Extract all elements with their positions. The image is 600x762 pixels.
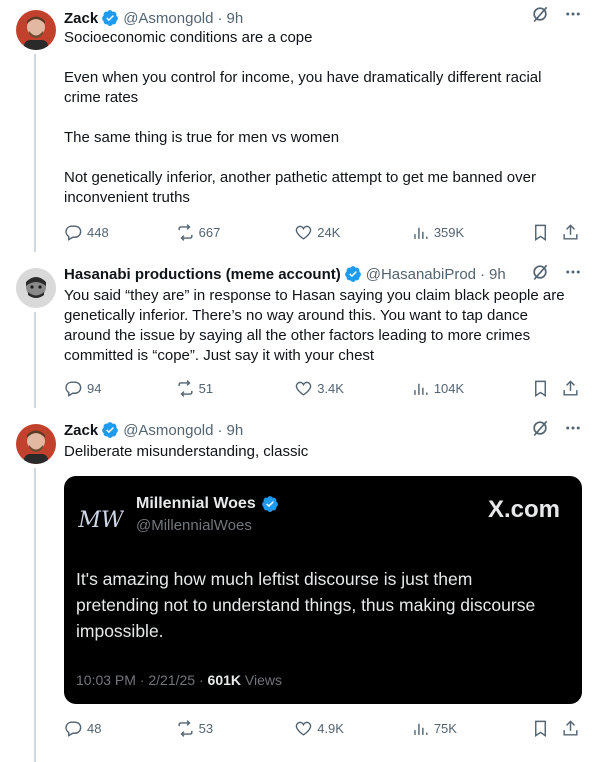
display-name[interactable]: Hasanabi productions (meme account): [64, 265, 341, 283]
bookmark-icon: [531, 719, 550, 738]
repost-button[interactable]: [176, 719, 295, 738]
tweet-top-icons: [530, 420, 582, 440]
views-count: 359K: [433, 224, 465, 240]
tweet-top-icons: [530, 6, 582, 26]
embed-views-label: Views: [241, 672, 282, 688]
verified-badge-icon: [101, 421, 119, 439]
grok-icon[interactable]: [530, 418, 550, 443]
repost-count: 51: [198, 380, 214, 396]
like-icon: [294, 719, 313, 738]
reply-count: 94: [87, 380, 102, 396]
verified-badge-icon: [101, 9, 119, 27]
embed-name-text: Millennial Woes: [136, 495, 256, 512]
bookmark-icon: [531, 223, 550, 242]
repost-icon: [176, 223, 195, 242]
timestamp[interactable]: 9h: [226, 9, 244, 27]
views-icon: [411, 719, 430, 738]
repost-button[interactable]: [176, 223, 295, 242]
embed-footer: [76, 672, 282, 688]
verified-badge-icon: [261, 495, 279, 513]
tweet-text: [64, 28, 574, 208]
tweet-actions: [64, 718, 584, 738]
reply-button[interactable]: [64, 379, 176, 398]
avatar[interactable]: [16, 268, 56, 308]
bookmark-button[interactable]: [531, 719, 561, 738]
bookmark-button[interactable]: [531, 223, 561, 242]
display-name[interactable]: Zack: [64, 421, 99, 439]
timestamp[interactable]: 9h: [489, 265, 506, 283]
timestamp[interactable]: 9h: [226, 421, 244, 439]
handle[interactable]: @Asmongold: [123, 421, 214, 439]
like-button[interactable]: [294, 719, 411, 738]
share-button[interactable]: [561, 379, 584, 398]
more-icon[interactable]: [564, 263, 582, 286]
grok-icon[interactable]: [530, 4, 550, 29]
separator-dot: ·: [217, 421, 223, 439]
tweet-header: [64, 8, 243, 28]
like-icon: [294, 223, 313, 242]
views-button[interactable]: [411, 223, 532, 242]
views-icon: [411, 223, 430, 242]
more-icon[interactable]: [564, 419, 582, 442]
reply-count: 48: [87, 720, 102, 736]
repost-icon: [176, 379, 195, 398]
reply-icon: [64, 223, 83, 242]
x-logo: X.com: [487, 496, 560, 523]
embedded-tweet-image[interactable]: [64, 476, 582, 704]
views-count: 104K: [433, 380, 465, 396]
tweet-header: [64, 420, 243, 440]
embed-date: 10:03 PM · 2/21/25 ·: [76, 672, 208, 688]
repost-count: 53: [198, 720, 214, 736]
tweet-text: [64, 442, 574, 462]
reply-count: 448: [87, 224, 109, 240]
tweet-paragraph: The same thing is true for men vs women: [64, 129, 340, 146]
share-icon: [561, 379, 580, 398]
embed-views-count: 601K: [207, 672, 241, 688]
repost-button[interactable]: [176, 379, 295, 398]
embed-handle: @MillennialWoes: [136, 517, 252, 534]
tweet-top-icons: [530, 264, 582, 284]
handle[interactable]: @Asmongold: [123, 9, 214, 27]
tweet-paragraph: Not genetically inferior, another pathetic attempt to get me banned over inconvenient truths: [64, 169, 536, 206]
embed-avatar-letters: MW: [78, 508, 124, 533]
views-button[interactable]: [411, 719, 532, 738]
separator-dot: ·: [480, 265, 486, 283]
reply-button[interactable]: [64, 719, 176, 738]
reply-button[interactable]: [64, 223, 176, 242]
like-count: 4.9K: [317, 720, 344, 736]
bookmark-button[interactable]: [531, 379, 561, 398]
tweet-2[interactable]: [0, 264, 600, 404]
reply-icon: [64, 379, 83, 398]
grok-icon[interactable]: [530, 262, 550, 287]
share-button[interactable]: [561, 223, 584, 242]
views-icon: [411, 379, 430, 398]
verified-badge-icon: [344, 265, 362, 283]
like-count: 24K: [317, 224, 341, 240]
like-icon: [294, 379, 313, 398]
tweet-paragraph: Socioeconomic conditions are a cope: [64, 29, 313, 46]
repost-icon: [176, 719, 195, 738]
display-name[interactable]: Zack: [64, 9, 99, 27]
repost-count: 667: [198, 224, 221, 240]
reply-icon: [64, 719, 83, 738]
like-count: 3.4K: [317, 380, 344, 396]
avatar[interactable]: [16, 10, 56, 50]
like-button[interactable]: [294, 223, 411, 242]
share-icon: [561, 223, 580, 242]
more-icon[interactable]: [564, 5, 582, 28]
tweet-paragraph: Even when you control for income, you have dramatically different racial crime rates: [64, 69, 542, 106]
embed-text: It's amazing how much leftist discourse is just them pretending not to understand things, thus making discourse impossible.: [76, 569, 536, 641]
tweet-text: [64, 286, 574, 366]
tweet-paragraph: You said “they are” in response to Hasan saying you claim black people are genetically inferior. There’s no way around this. You want to tap dance around the issue by saying all the other factors leading to more crimes committed is “cope”. Just say it with your chest: [64, 287, 565, 364]
share-button[interactable]: [561, 719, 584, 738]
tweet-1[interactable]: [0, 6, 600, 246]
handle[interactable]: @HasanabiProd: [365, 265, 477, 283]
views-count: 75K: [433, 720, 457, 736]
tweet-paragraph: Deliberate misunderstanding, classic: [64, 443, 309, 460]
avatar[interactable]: [16, 424, 56, 464]
views-button[interactable]: [411, 379, 532, 398]
tweet-actions: [64, 222, 584, 242]
tweet-header: [64, 264, 506, 284]
separator-dot: ·: [217, 9, 223, 27]
embed-display-name: [136, 495, 279, 513]
tweet-actions: [64, 378, 584, 398]
like-button[interactable]: [294, 379, 411, 398]
bookmark-icon: [531, 379, 550, 398]
share-icon: [561, 719, 580, 738]
embed-avatar: [78, 496, 124, 542]
